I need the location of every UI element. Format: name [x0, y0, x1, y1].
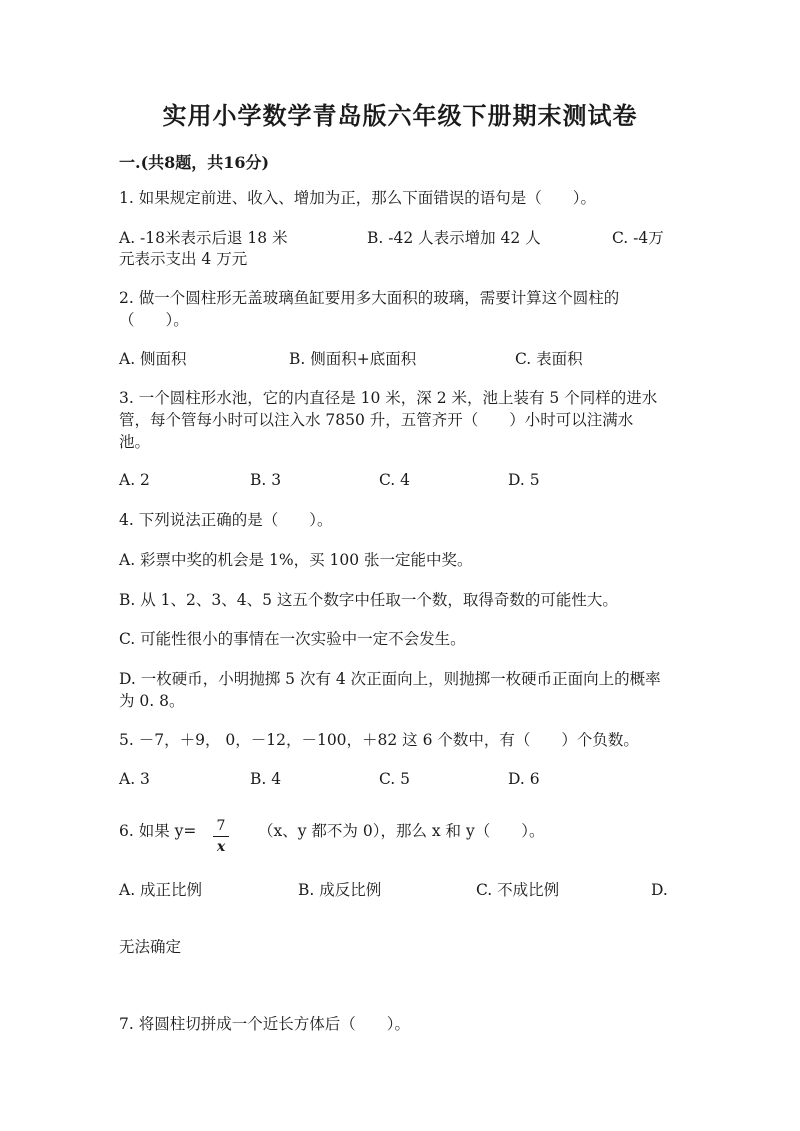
question-4-option-c: C. 可能性很小的事情在一次实验中一定不会发生。 — [119, 630, 466, 648]
question-6-option-c: C. 不成比例 — [476, 881, 560, 899]
fraction-bar — [213, 836, 229, 837]
question-5-option-d: D. 6 — [508, 770, 540, 788]
question-6-stem-suffix: （x、y 都不为 0），那么 x 和 y（ ）。 — [258, 822, 545, 840]
section-heading: 一.(共8题，共16分) — [119, 153, 270, 172]
question-4-stem: 4. 下列说法正确的是（ ）。 — [119, 511, 333, 529]
question-2-stem-line-2: （ ）。 — [119, 311, 189, 329]
question-2-option-c: C. 表面积 — [515, 350, 583, 368]
question-5-stem: 5. －7，＋9， 0，－12，－100，＋82 这 6 个数中，有（ ）个负数。 — [119, 731, 639, 749]
question-5-option-a: A. 3 — [119, 770, 150, 788]
question-6-option-a: A. 成正比例 — [119, 881, 203, 899]
question-6-option-d-text: 无法确定 — [119, 938, 182, 956]
question-2-option-a: A. 侧面积 — [119, 350, 187, 368]
question-3-option-b: B. 3 — [250, 471, 282, 489]
question-5-option-c: C. 5 — [379, 770, 411, 788]
question-1-option-a: A. -18米表示后退 18 米 — [119, 229, 288, 247]
question-6-stem-prefix: 6. 如果 y= — [119, 822, 197, 840]
question-2-stem-line-1: 2. 做一个圆柱形无盖玻璃鱼缸要用多大面积的玻璃，需要计算这个圆柱的 — [119, 289, 620, 307]
question-3-stem-line-2: 管，每个管每小时可以注入水 7850 升，五管齐开（ ）小时可以注满水 — [119, 411, 634, 429]
question-6-option-d: D. — [651, 881, 668, 899]
question-3-option-c: C. 4 — [379, 471, 411, 489]
question-1-option-c-continued: 元表示支出 4 万元 — [119, 250, 248, 268]
question-6-option-b: B. 成反比例 — [298, 881, 382, 899]
fraction-numerator: 7 — [216, 818, 226, 834]
question-4-option-b: B. 从 1、2、3、4、5 这五个数字中任取一个数，取得奇数的可能性大。 — [119, 591, 618, 609]
question-1-option-c: C. -4万 — [612, 229, 664, 247]
question-4-option-a: A. 彩票中奖的机会是 1%，买 100 张一定能中奖。 — [119, 551, 473, 569]
question-4-option-d-line-1: D. 一枚硬币，小明抛掷 5 次有 4 次正面向上，则抛掷一枚硬币正面向上的概率 — [119, 670, 661, 688]
question-3-option-d: D. 5 — [508, 471, 540, 489]
fraction-7-over-x — [213, 818, 229, 855]
question-3-option-a: A. 2 — [119, 471, 150, 489]
question-5-option-b: B. 4 — [250, 770, 282, 788]
fraction-denominator: x — [216, 839, 226, 855]
question-7-stem: 7. 将圆柱切拼成一个近长方体后（ ）。 — [119, 1015, 410, 1033]
question-1-stem: 1. 如果规定前进、收入、增加为正，那么下面错误的语句是（ ）。 — [119, 189, 596, 207]
question-4-option-d-line-2: 为 0. 8。 — [119, 692, 185, 710]
question-3-stem-line-3: 池。 — [119, 433, 151, 451]
page-title: 实用小学数学青岛版六年级下册期末测试卷 — [162, 101, 638, 130]
question-3-stem-line-1: 3. 一个圆柱形水池，它的内直径是 10 米，深 2 米，池上装有 5 个同样的进水 — [119, 389, 658, 407]
question-1-option-b: B. -42 人表示增加 42 人 — [367, 229, 541, 247]
question-2-option-b: B. 侧面积+底面积 — [289, 350, 417, 368]
